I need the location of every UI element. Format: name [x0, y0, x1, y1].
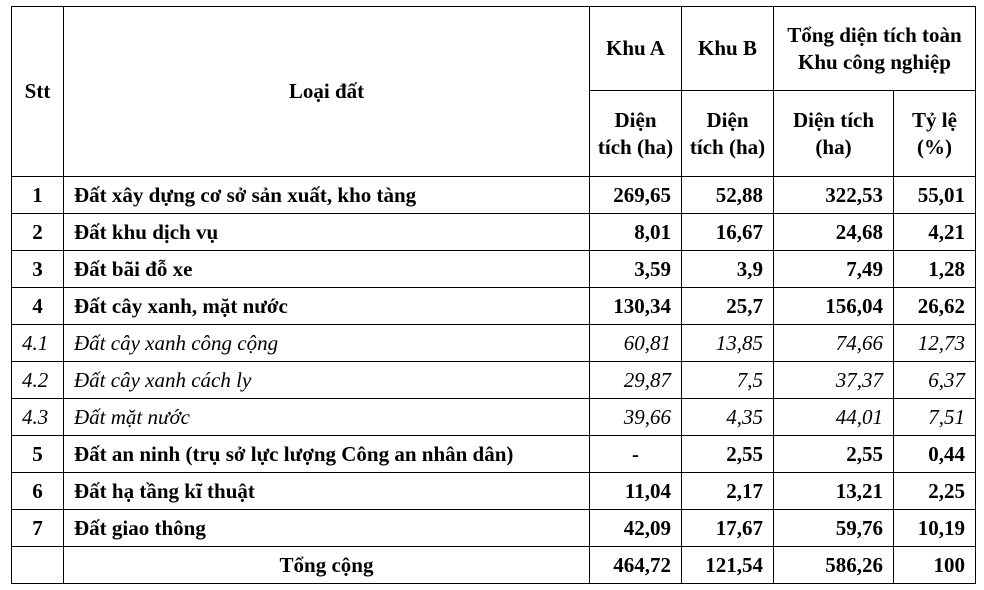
- cell-stt: 6: [12, 473, 64, 510]
- cell-stt: 2: [12, 214, 64, 251]
- cell-khu-b: 25,7: [682, 288, 774, 325]
- cell-khu-b: 13,85: [682, 325, 774, 362]
- cell-stt: 4.3: [12, 399, 64, 436]
- land-use-table-container: [11, 6, 976, 584]
- cell-percent: 0,44: [894, 436, 976, 473]
- cell-total: 2,55: [774, 436, 894, 473]
- cell-khu-a: 8,01: [590, 214, 682, 251]
- total-percent: 100: [894, 547, 976, 584]
- header-khu-b-dien-tich: Diện tích (ha): [682, 91, 774, 177]
- cell-khu-b: 2,55: [682, 436, 774, 473]
- table-row: [12, 214, 976, 251]
- cell-khu-a: 60,81: [590, 325, 682, 362]
- cell-percent: 6,37: [894, 362, 976, 399]
- cell-khu-b: 7,5: [682, 362, 774, 399]
- cell-total: 156,04: [774, 288, 894, 325]
- cell-total: 24,68: [774, 214, 894, 251]
- cell-stt: 3: [12, 251, 64, 288]
- table-row: [12, 325, 976, 362]
- header-ty-le: Tỷ lệ (%): [894, 91, 976, 177]
- header-khu-a-dien-tich: Diện tích (ha): [590, 91, 682, 177]
- cell-khu-a: 130,34: [590, 288, 682, 325]
- header-tong-dien-tich: Tổng diện tích toàn Khu công nghiệp: [774, 7, 976, 91]
- cell-khu-a: -: [590, 436, 682, 473]
- cell-name: Đất giao thông: [64, 510, 590, 547]
- land-use-table: [11, 6, 976, 584]
- table-row: [12, 177, 976, 214]
- cell-khu-a: 42,09: [590, 510, 682, 547]
- cell-percent: 55,01: [894, 177, 976, 214]
- total-label: Tổng cộng: [64, 547, 590, 584]
- table-row: [12, 399, 976, 436]
- header-loai-dat: Loại đất: [64, 7, 590, 177]
- cell-total: 74,66: [774, 325, 894, 362]
- table-row: [12, 510, 976, 547]
- cell-percent: 7,51: [894, 399, 976, 436]
- cell-name: Đất hạ tầng kĩ thuật: [64, 473, 590, 510]
- header-row-1: [12, 7, 976, 91]
- cell-stt: 5: [12, 436, 64, 473]
- cell-percent: 4,21: [894, 214, 976, 251]
- cell-khu-a: 269,65: [590, 177, 682, 214]
- cell-stt: 7: [12, 510, 64, 547]
- total-khu-b: 121,54: [682, 547, 774, 584]
- table-row: [12, 436, 976, 473]
- cell-percent: 1,28: [894, 251, 976, 288]
- cell-khu-b: 52,88: [682, 177, 774, 214]
- cell-khu-a: 11,04: [590, 473, 682, 510]
- total-area: 586,26: [774, 547, 894, 584]
- cell-khu-b: 16,67: [682, 214, 774, 251]
- cell-percent: 10,19: [894, 510, 976, 547]
- cell-khu-a: 39,66: [590, 399, 682, 436]
- cell-khu-b: 4,35: [682, 399, 774, 436]
- cell-stt: 4.2: [12, 362, 64, 399]
- cell-name: Đất xây dựng cơ sở sản xuất, kho tàng: [64, 177, 590, 214]
- header-khu-b: Khu B: [682, 7, 774, 91]
- cell-name: Đất khu dịch vụ: [64, 214, 590, 251]
- cell-percent: 12,73: [894, 325, 976, 362]
- table-row: [12, 473, 976, 510]
- table-row: [12, 251, 976, 288]
- cell-khu-b: 17,67: [682, 510, 774, 547]
- cell-name: Đất mặt nước: [64, 399, 590, 436]
- header-tong-dien-tich-ha: Diện tích (ha): [774, 91, 894, 177]
- cell-total: 59,76: [774, 510, 894, 547]
- cell-name: Đất cây xanh cách ly: [64, 362, 590, 399]
- cell-percent: 26,62: [894, 288, 976, 325]
- total-row: [12, 547, 976, 584]
- cell-khu-a: 29,87: [590, 362, 682, 399]
- cell-stt: 1: [12, 177, 64, 214]
- cell-empty: [12, 547, 64, 584]
- cell-name: Đất cây xanh công cộng: [64, 325, 590, 362]
- cell-stt: 4.1: [12, 325, 64, 362]
- cell-name: Đất an ninh (trụ sở lực lượng Công an nhân dân): [64, 436, 590, 473]
- cell-total: 7,49: [774, 251, 894, 288]
- cell-khu-b: 3,9: [682, 251, 774, 288]
- cell-name: Đất cây xanh, mặt nước: [64, 288, 590, 325]
- cell-name: Đất bãi đỗ xe: [64, 251, 590, 288]
- table-row: [12, 362, 976, 399]
- cell-total: 322,53: [774, 177, 894, 214]
- cell-khu-a: 3,59: [590, 251, 682, 288]
- total-khu-a: 464,72: [590, 547, 682, 584]
- cell-total: 37,37: [774, 362, 894, 399]
- cell-percent: 2,25: [894, 473, 976, 510]
- cell-total: 44,01: [774, 399, 894, 436]
- cell-khu-b: 2,17: [682, 473, 774, 510]
- cell-total: 13,21: [774, 473, 894, 510]
- header-khu-a: Khu A: [590, 7, 682, 91]
- cell-stt: 4: [12, 288, 64, 325]
- table-row: [12, 288, 976, 325]
- header-stt: Stt: [12, 7, 64, 177]
